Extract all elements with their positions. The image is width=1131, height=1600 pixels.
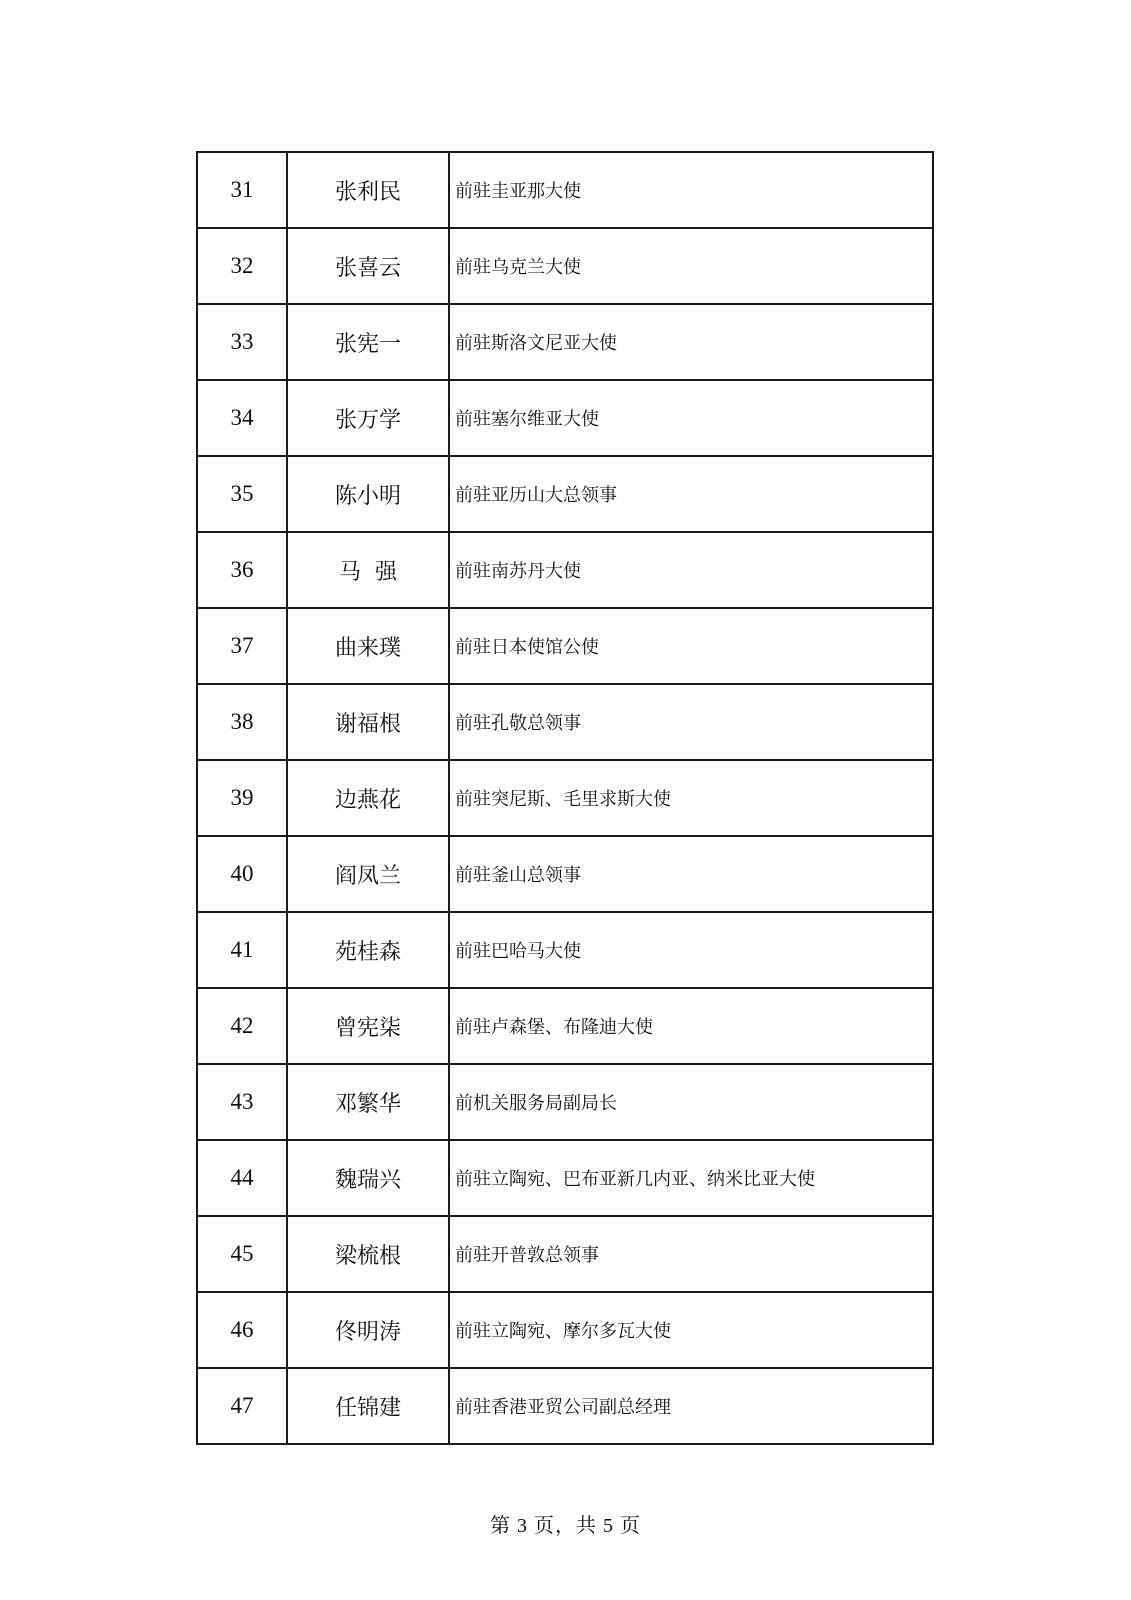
table-row xyxy=(197,1140,933,1216)
person-name: 谢福根 xyxy=(287,684,449,760)
person-title: 前驻乌克兰大使 xyxy=(449,228,933,304)
person-name: 阎凤兰 xyxy=(287,836,449,912)
person-title: 前驻突尼斯、毛里求斯大使 xyxy=(449,760,933,836)
table-row xyxy=(197,1064,933,1140)
person-title: 前驻塞尔维亚大使 xyxy=(449,380,933,456)
person-name: 佟明涛 xyxy=(287,1292,449,1368)
person-name: 曲来璞 xyxy=(287,608,449,684)
person-title: 前驻圭亚那大使 xyxy=(449,152,933,228)
row-number: 46 xyxy=(197,1292,287,1368)
person-name: 曾宪柒 xyxy=(287,988,449,1064)
table-row xyxy=(197,608,933,684)
person-title: 前驻巴哈马大使 xyxy=(449,912,933,988)
row-number: 32 xyxy=(197,228,287,304)
person-name: 苑桂森 xyxy=(287,912,449,988)
table-row xyxy=(197,684,933,760)
person-name: 邓繁华 xyxy=(287,1064,449,1140)
row-number: 36 xyxy=(197,532,287,608)
person-title: 前驻开普敦总领事 xyxy=(449,1216,933,1292)
row-number: 39 xyxy=(197,760,287,836)
person-title: 前驻日本使馆公使 xyxy=(449,608,933,684)
person-title: 前驻香港亚贸公司副总经理 xyxy=(449,1368,933,1444)
row-number: 35 xyxy=(197,456,287,532)
row-number: 33 xyxy=(197,304,287,380)
row-number: 41 xyxy=(197,912,287,988)
person-title: 前驻立陶宛、摩尔多瓦大使 xyxy=(449,1292,933,1368)
row-number: 47 xyxy=(197,1368,287,1444)
row-number: 31 xyxy=(197,152,287,228)
roster-table xyxy=(196,151,934,1445)
table-row xyxy=(197,912,933,988)
row-number: 45 xyxy=(197,1216,287,1292)
table-row xyxy=(197,1368,933,1444)
person-title: 前驻南苏丹大使 xyxy=(449,532,933,608)
row-number: 34 xyxy=(197,380,287,456)
table-row xyxy=(197,152,933,228)
row-number: 40 xyxy=(197,836,287,912)
person-title: 前驻釜山总领事 xyxy=(449,836,933,912)
row-number: 38 xyxy=(197,684,287,760)
row-number: 44 xyxy=(197,1140,287,1216)
row-number: 37 xyxy=(197,608,287,684)
page-footer: 第 3 页，共 5 页 xyxy=(490,1515,641,1537)
person-name: 张万学 xyxy=(287,380,449,456)
table-row xyxy=(197,1292,933,1368)
table-row xyxy=(197,1216,933,1292)
table-row xyxy=(197,304,933,380)
table-row xyxy=(197,988,933,1064)
person-title: 前驻孔敬总领事 xyxy=(449,684,933,760)
person-name: 魏瑞兴 xyxy=(287,1140,449,1216)
person-name: 张利民 xyxy=(287,152,449,228)
person-name: 边燕花 xyxy=(287,760,449,836)
table-row xyxy=(197,228,933,304)
table-row xyxy=(197,456,933,532)
person-name: 梁梳根 xyxy=(287,1216,449,1292)
table-row xyxy=(197,760,933,836)
table-row xyxy=(197,380,933,456)
person-name: 张喜云 xyxy=(287,228,449,304)
person-title: 前驻立陶宛、巴布亚新几内亚、纳米比亚大使 xyxy=(449,1140,933,1216)
person-name: 张宪一 xyxy=(287,304,449,380)
person-title: 前驻亚历山大总领事 xyxy=(449,456,933,532)
person-name: 任锦建 xyxy=(287,1368,449,1444)
person-title: 前机关服务局副局长 xyxy=(449,1064,933,1140)
table-row xyxy=(197,836,933,912)
person-title: 前驻斯洛文尼亚大使 xyxy=(449,304,933,380)
person-name: 陈小明 xyxy=(287,456,449,532)
person-name: 马 强 xyxy=(287,532,449,608)
row-number: 43 xyxy=(197,1064,287,1140)
table-row xyxy=(197,532,933,608)
row-number: 42 xyxy=(197,988,287,1064)
person-title: 前驻卢森堡、布隆迪大使 xyxy=(449,988,933,1064)
